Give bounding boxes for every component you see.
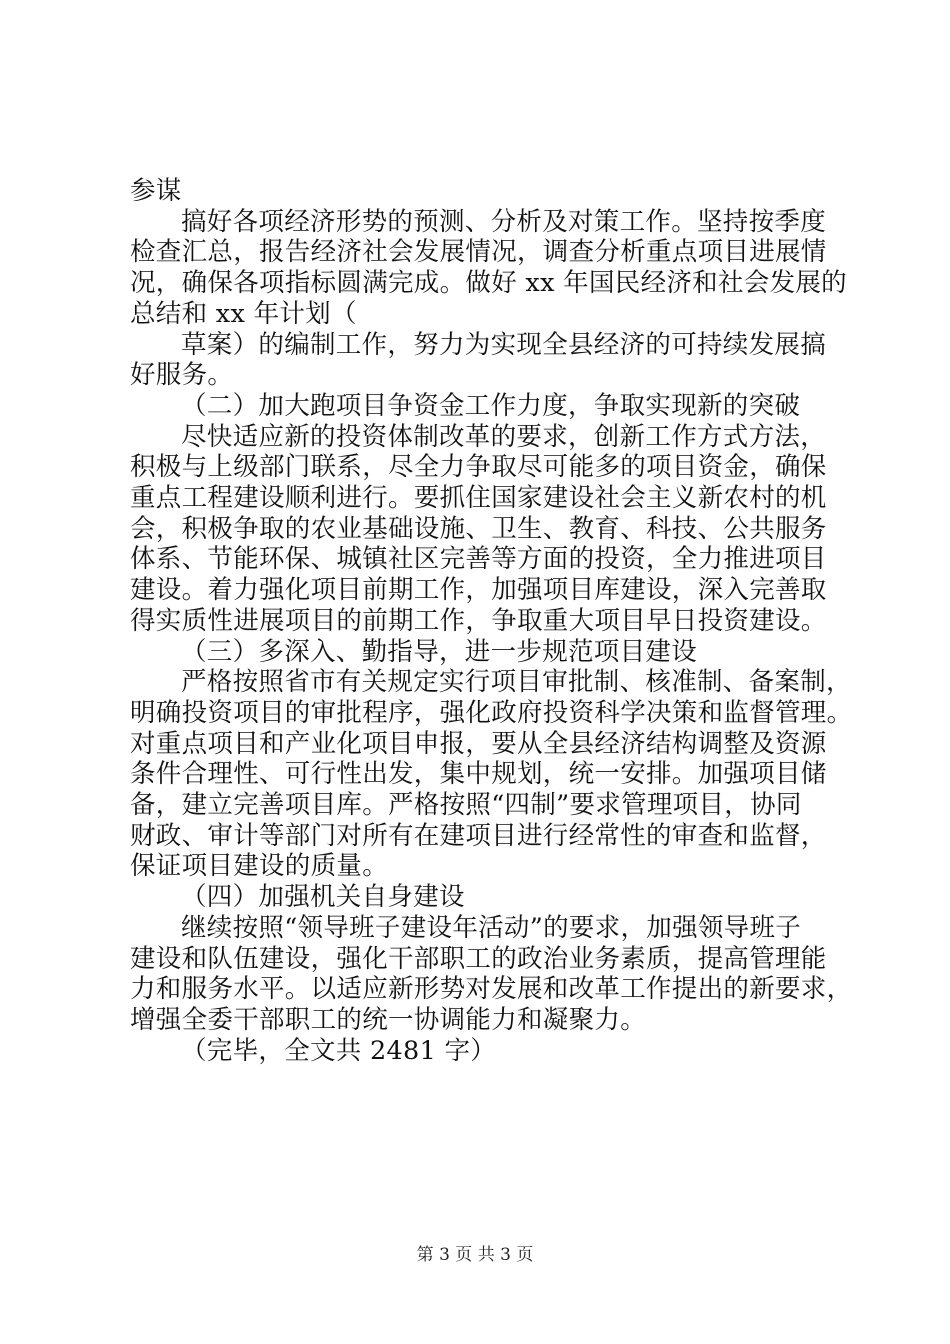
document-body xyxy=(130,176,853,1066)
text-line: 财政、审计等部门对所有在建项目进行经常性的审查和监督， xyxy=(130,820,827,851)
text-line: 参谋 xyxy=(130,176,182,206)
text-line: 条件合理性、可行性出发，集中规划，统一安排。加强项目储 xyxy=(130,759,827,790)
paragraph-start-line: 继续按照“领导班子建设年活动”的要求，加强领导班子 xyxy=(181,912,802,943)
text-line: 会，积极争取的农业基础设施、卫生、教育、科技、公共服务 xyxy=(130,513,827,544)
closing-note: （完毕，全文共 2481 字） xyxy=(181,1035,497,1066)
section-heading: （二）加大跑项目争资金工作力度，争取实现新的突破 xyxy=(181,390,801,421)
section-heading: （四）加强机关自身建设 xyxy=(181,882,465,913)
text-line: 建设。着力强化项目前期工作，加强项目库建设，深入完善取 xyxy=(130,575,827,606)
text-line: 总结和 xx 年计划（ xyxy=(130,298,357,329)
text-line: 好服务。 xyxy=(130,360,234,391)
page-number-footer: 第 3 页 共 3 页 xyxy=(416,1245,534,1265)
text-line: 保证项目建设的质量。 xyxy=(130,851,389,882)
text-line: 力和服务水平。以适应新形势对发展和改革工作提出的新要求， xyxy=(130,974,853,1005)
section-heading: （三）多深入、勤指导，进一步规范项目建设 xyxy=(181,636,698,667)
text-line: 对重点项目和产业化项目申报，要从全县经济结构调整及资源 xyxy=(130,728,827,759)
paragraph-start-line: 尽快适应新的投资体制改革的要求，创新工作方式方法， xyxy=(181,421,827,452)
paragraph-start-line: 严格按照省市有关规定实行项目审批制、核准制、备案制， xyxy=(181,667,852,698)
text-line: 积极与上级部门联系，尽全力争取尽可能多的项目资金，确保 xyxy=(130,452,827,483)
text-line: 体系、节能环保、城镇社区完善等方面的投资，全力推进项目 xyxy=(130,544,827,575)
text-line: 增强全委干部职工的统一协调能力和凝聚力。 xyxy=(130,1004,647,1035)
text-line: 得实质性进展项目的前期工作，争取重大项目早日投资建设。 xyxy=(130,605,827,636)
text-line: 备，建立完善项目库。严格按照“四制”要求管理项目，协同 xyxy=(130,790,802,821)
paragraph-start-line: 搞好各项经济形势的预测、分析及对策工作。坚持按季度 xyxy=(181,206,827,237)
text-line: 明确投资项目的审批程序，强化政府投资科学决策和监督管理。 xyxy=(130,697,853,728)
text-line: 检查汇总，报告经济社会发展情况，调查分析重点项目进展情 xyxy=(130,237,827,268)
text-line: 况，确保各项指标圆满完成。做好 xx 年国民经济和社会发展的 xyxy=(130,268,847,299)
text-line: 重点工程建设顺利进行。要抓住国家建设社会主义新农村的机 xyxy=(130,483,827,514)
paragraph-start-line: 草案）的编制工作，努力为实现全县经济的可持续发展搞 xyxy=(181,329,827,360)
text-line: 建设和队伍建设，强化干部职工的政治业务素质，提高管理能 xyxy=(130,943,827,974)
